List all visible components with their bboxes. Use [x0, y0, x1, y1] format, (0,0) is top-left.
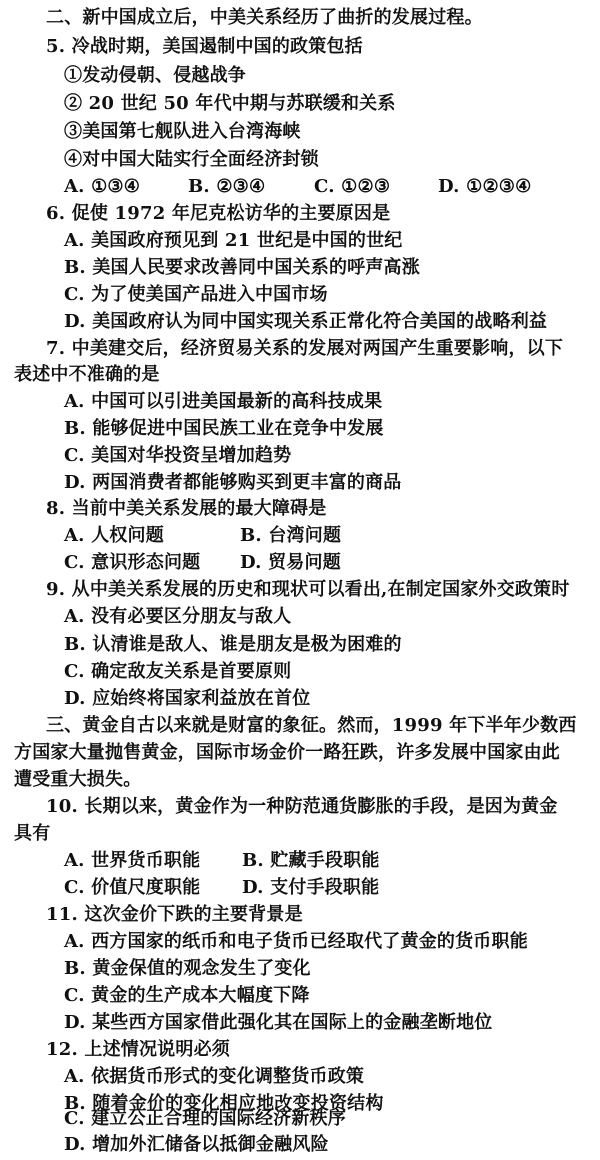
question-7-stem-line-1: 7. 中美建交后，经济贸易关系的发展对两国产生重要影响，以下 [46, 338, 564, 359]
question-11-option-b: B. 黄金保值的观念发生了变化 [64, 958, 311, 979]
question-6-option-a: A. 美国政府预见到 21 世纪是中国的世纪 [64, 230, 403, 251]
question-5-option-c: C. ①②③ [314, 176, 391, 197]
section-2-heading: 二、新中国成立后，中美关系经历了曲折的发展过程。 [46, 7, 483, 28]
question-7-option-d: D. 两国消费者都能够购买到更丰富的商品 [64, 472, 402, 493]
question-5-item-4: ④对中国大陆实行全面经济封锁 [64, 149, 319, 170]
question-5-item-2: ② 20 世纪 50 年代中期与苏联缓和关系 [64, 93, 396, 114]
section-3-heading-line-1: 三、黄金自古以来就是财富的象征。然而，1999 年下半年少数西 [46, 715, 577, 736]
question-5-options [64, 172, 531, 201]
question-6-stem: 6. 促使 1972 年尼克松访华的主要原因是 [46, 203, 391, 224]
question-8-option-d: D. 贸易问题 [240, 552, 341, 573]
question-6-option-c: C. 为了使美国产品进入中国市场 [64, 284, 328, 305]
question-6-option-b: B. 美国人民要求改善同中国关系的呼声高涨 [64, 257, 420, 278]
question-10-stem-line-2: 具有 [14, 823, 51, 844]
question-12-option-d: D. 增加外汇储备以抵御金融风险 [64, 1134, 329, 1155]
question-8-option-c: C. 意识形态问题 [64, 552, 201, 573]
question-10-options-row-2 [64, 873, 379, 902]
question-12-option-b: B. 随着金价的变化相应地改变投资结构 [64, 1093, 384, 1114]
question-5-stem: 5. 冷战时期，美国遏制中国的政策包括 [46, 36, 363, 57]
question-12-option-c: C. 建立公正合理的国际经济新秩序 [64, 1108, 346, 1129]
question-11-option-d: D. 某些西方国家借此强化其在国际上的金融垄断地位 [64, 1012, 493, 1033]
question-8-option-b: B. 台湾问题 [240, 525, 342, 546]
question-5-option-b: B. ②③④ [188, 176, 266, 197]
question-5-item-3: ③美国第七舰队进入台湾海峡 [64, 121, 301, 142]
question-6-option-d: D. 美国政府认为同中国实现关系正常化符合美国的战略利益 [64, 311, 548, 332]
question-10-options-row-1 [64, 846, 380, 875]
question-11-stem: 11. 这次金价下跌的主要背景是 [46, 904, 303, 925]
question-8-options-row-2 [64, 548, 341, 577]
question-5-item-1: ①发动侵朝、侵越战争 [64, 65, 246, 86]
question-7-option-b: B. 能够促进中国民族工业在竞争中发展 [64, 418, 384, 439]
question-7-option-a: A. 中国可以引进美国最新的高科技成果 [64, 391, 383, 412]
question-7-option-c: C. 美国对华投资呈增加趋势 [64, 445, 292, 466]
question-12-stem: 12. 上述情况说明必须 [46, 1039, 230, 1060]
question-8-stem: 8. 当前中美关系发展的最大障碍是 [46, 498, 327, 519]
question-10-option-d: D. 支付手段职能 [242, 877, 380, 898]
question-9-stem: 9. 从中美关系发展的历史和现状可以看出,在制定国家外交政策时 [46, 579, 570, 600]
question-8-option-a: A. 人权问题 [64, 525, 164, 546]
question-10-option-a: A. 世界货币职能 [64, 850, 201, 871]
question-8-options-row-1 [64, 521, 341, 550]
question-10-option-c: C. 价值尺度职能 [64, 877, 201, 898]
question-10-option-b: B. 贮藏手段职能 [242, 850, 380, 871]
question-9-option-d: D. 应始终将国家利益放在首位 [64, 688, 311, 709]
question-12-option-a: A. 依据货币形式的变化调整货币政策 [64, 1066, 365, 1087]
question-5-option-d: D. ①②③④ [438, 176, 532, 197]
question-9-option-a: A. 没有必要区分朋友与敌人 [64, 606, 292, 627]
question-7-stem-line-2: 表述中不准确的是 [14, 364, 160, 385]
question-9-option-b: B. 认清谁是敌人、谁是朋友是极为困难的 [64, 634, 402, 655]
question-5-option-a: A. ①③④ [64, 176, 141, 197]
question-11-option-c: C. 黄金的生产成本大幅度下降 [64, 985, 310, 1006]
section-3-heading-line-2: 方国家大量抛售黄金，国际市场金价一路狂跌，许多发展中国家由此 [14, 742, 560, 763]
question-10-stem-line-1: 10. 长期以来，黄金作为一种防范通货膨胀的手段，是因为黄金 [46, 796, 558, 817]
question-9-option-c: C. 确定敌友关系是首要原则 [64, 661, 292, 682]
section-3-heading-line-3: 遭受重大损失。 [14, 769, 142, 790]
question-11-option-a: A. 西方国家的纸币和电子货币已经取代了黄金的货币职能 [64, 931, 528, 952]
